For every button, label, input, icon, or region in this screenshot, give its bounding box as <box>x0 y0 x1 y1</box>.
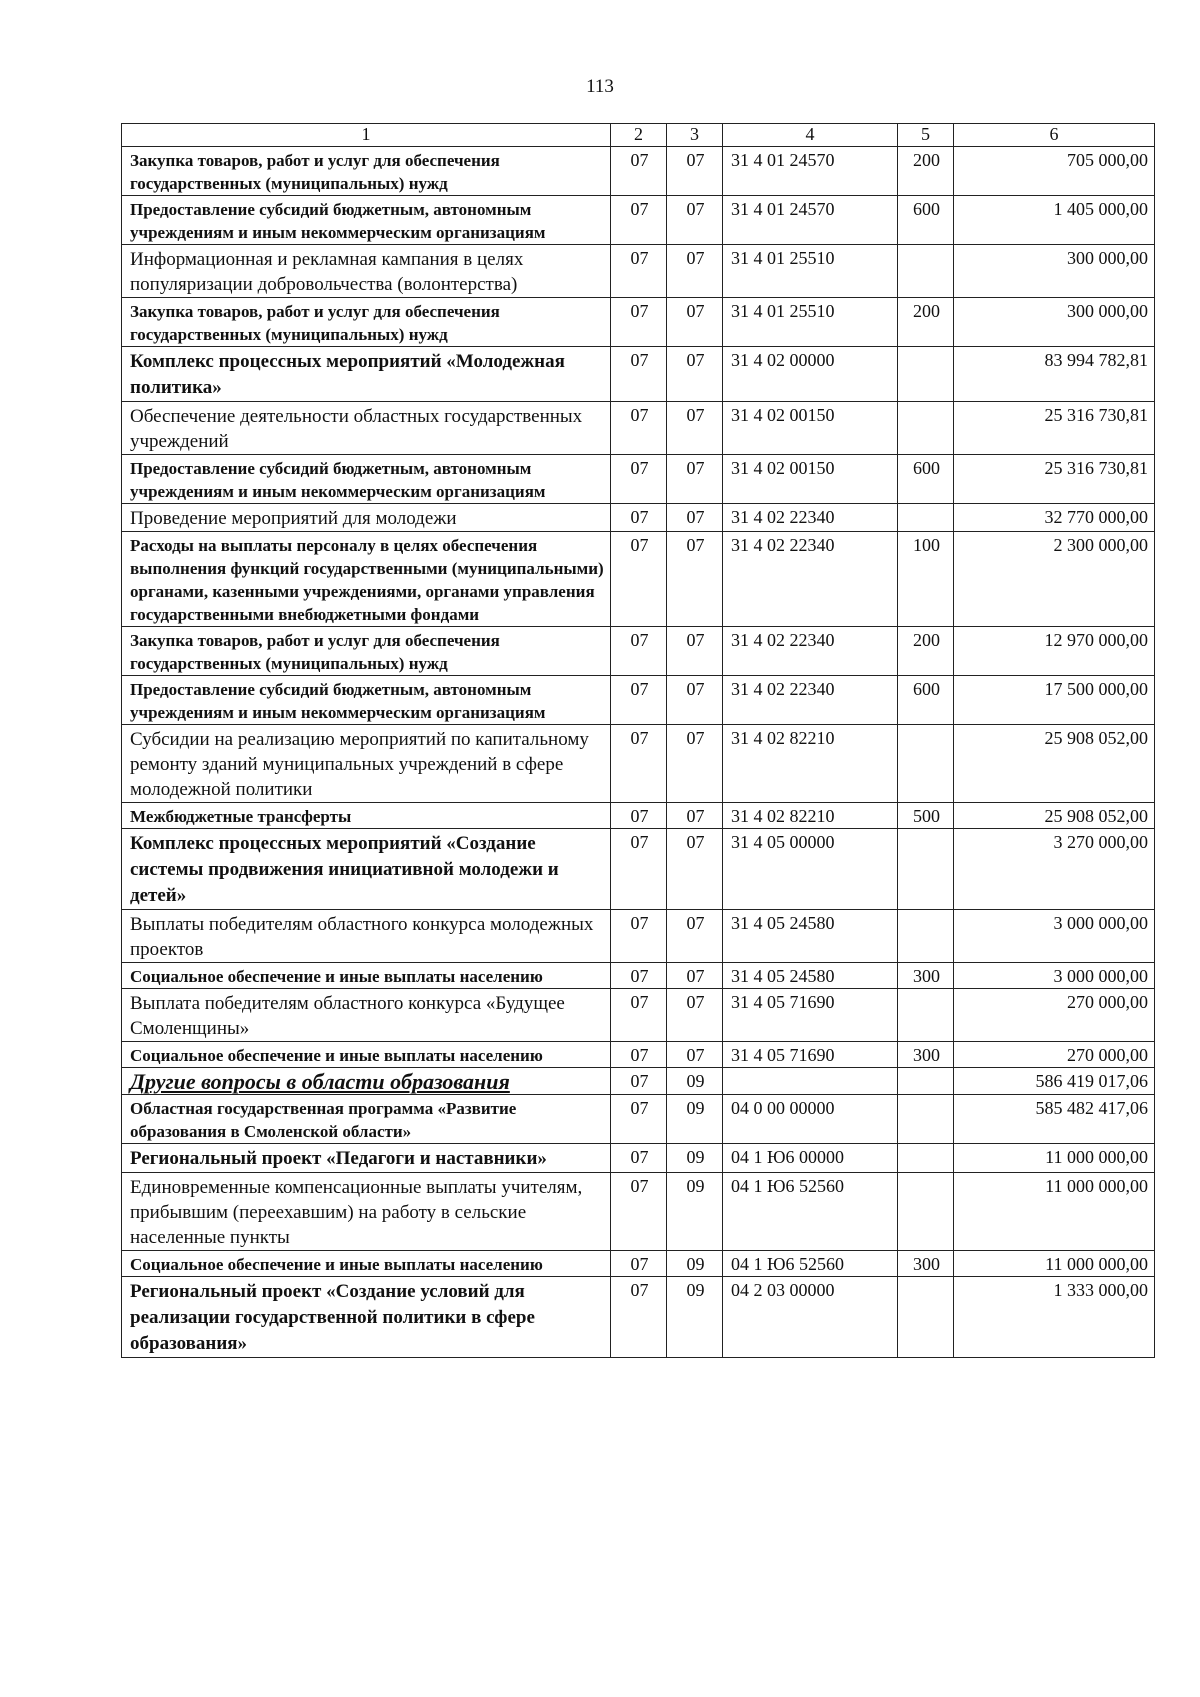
subsection-code-cell: 07 <box>667 1042 723 1068</box>
expense-type-code-cell <box>898 989 954 1042</box>
subsection-code-cell: 07 <box>667 829 723 910</box>
amount-cell: 3 000 000,00 <box>954 910 1155 963</box>
table-row <box>122 1251 1155 1277</box>
subsection-code-cell: 07 <box>667 147 723 196</box>
expense-name-cell: Социальное обеспечение и иные выплаты населению <box>122 1042 611 1068</box>
subsection-code-cell: 07 <box>667 725 723 803</box>
amount-cell: 1 405 000,00 <box>954 196 1155 245</box>
amount-cell: 585 482 417,06 <box>954 1095 1155 1144</box>
table-row <box>122 147 1155 196</box>
expense-name-cell: Закупка товаров, работ и услуг для обеспечения государственных (муниципальных) нужд <box>122 627 611 676</box>
expense-type-code-cell <box>898 1277 954 1358</box>
table-row <box>122 245 1155 298</box>
subsection-code-cell: 07 <box>667 803 723 829</box>
amount-cell: 586 419 017,06 <box>954 1068 1155 1095</box>
section-code-cell: 07 <box>611 196 667 245</box>
table-row <box>122 1068 1155 1095</box>
expense-name-cell: Предоставление субсидий бюджетным, автономным учреждениям и иным некоммерческим организациям <box>122 196 611 245</box>
target-article-code-cell: 04 1 Ю6 52560 <box>723 1173 898 1251</box>
expense-type-code-cell <box>898 402 954 455</box>
amount-cell: 11 000 000,00 <box>954 1144 1155 1173</box>
table-row <box>122 347 1155 402</box>
subsection-code-cell: 07 <box>667 347 723 402</box>
amount-cell: 83 994 782,81 <box>954 347 1155 402</box>
target-article-code-cell: 31 4 02 00000 <box>723 347 898 402</box>
target-article-code-cell: 04 1 Ю6 52560 <box>723 1251 898 1277</box>
table-row <box>122 1095 1155 1144</box>
amount-cell: 25 316 730,81 <box>954 455 1155 504</box>
target-article-code-cell: 04 0 00 00000 <box>723 1095 898 1144</box>
expense-name-cell: Региональный проект «Создание условий для реализации государственной политики в сфере образования» <box>122 1277 611 1358</box>
table-row <box>122 963 1155 989</box>
section-code-cell: 07 <box>611 989 667 1042</box>
table-row <box>122 910 1155 963</box>
table-row <box>122 725 1155 803</box>
section-code-cell: 07 <box>611 725 667 803</box>
table-body <box>122 147 1155 1358</box>
expense-name-cell: Субсидии на реализацию мероприятий по капитальному ремонту зданий муниципальных учреждений в сфере молодежной политики <box>122 725 611 803</box>
subsection-code-cell: 07 <box>667 989 723 1042</box>
target-article-code-cell: 31 4 02 82210 <box>723 803 898 829</box>
section-code-cell: 07 <box>611 347 667 402</box>
subsection-code-cell: 07 <box>667 196 723 245</box>
table-row <box>122 829 1155 910</box>
table-row <box>122 455 1155 504</box>
amount-cell: 3 270 000,00 <box>954 829 1155 910</box>
table-row <box>122 803 1155 829</box>
target-article-code-cell: 31 4 02 00150 <box>723 455 898 504</box>
expense-type-code-cell <box>898 1173 954 1251</box>
subsection-code-cell: 07 <box>667 245 723 298</box>
amount-cell: 300 000,00 <box>954 245 1155 298</box>
expense-type-code-cell: 200 <box>898 627 954 676</box>
expense-name-cell: Расходы на выплаты персоналу в целях обеспечения выполнения функций государственными (муниципальными) органами, казенными учреждениями, органами управления государственными внебюджетными фондами <box>122 532 611 627</box>
section-code-cell: 07 <box>611 803 667 829</box>
target-article-code-cell: 04 1 Ю6 00000 <box>723 1144 898 1173</box>
table-row <box>122 402 1155 455</box>
amount-cell: 300 000,00 <box>954 298 1155 347</box>
amount-cell: 270 000,00 <box>954 1042 1155 1068</box>
target-article-code-cell <box>723 1068 898 1095</box>
table-row <box>122 196 1155 245</box>
section-code-cell: 07 <box>611 829 667 910</box>
subsection-code-cell: 07 <box>667 910 723 963</box>
section-code-cell: 07 <box>611 1173 667 1251</box>
amount-cell: 2 300 000,00 <box>954 532 1155 627</box>
expense-type-code-cell: 600 <box>898 676 954 725</box>
expense-type-code-cell: 100 <box>898 532 954 627</box>
table-row <box>122 298 1155 347</box>
table-row <box>122 1173 1155 1251</box>
expense-type-code-cell <box>898 829 954 910</box>
table-row <box>122 989 1155 1042</box>
table-row <box>122 676 1155 725</box>
section-code-cell: 07 <box>611 627 667 676</box>
table-row <box>122 1144 1155 1173</box>
amount-cell: 270 000,00 <box>954 989 1155 1042</box>
target-article-code-cell: 31 4 01 24570 <box>723 196 898 245</box>
expense-type-code-cell: 600 <box>898 196 954 245</box>
amount-cell: 1 333 000,00 <box>954 1277 1155 1358</box>
expense-name-cell: Выплаты победителям областного конкурса молодежных проектов <box>122 910 611 963</box>
subsection-code-cell: 07 <box>667 504 723 532</box>
section-code-cell: 07 <box>611 532 667 627</box>
section-code-cell: 07 <box>611 1144 667 1173</box>
section-code-cell: 07 <box>611 455 667 504</box>
expense-name-cell: Проведение мероприятий для молодежи <box>122 504 611 532</box>
column-header: 4 <box>723 124 898 147</box>
expense-name-cell: Комплекс процессных мероприятий «Молодежная политика» <box>122 347 611 402</box>
amount-cell: 705 000,00 <box>954 147 1155 196</box>
section-code-cell: 07 <box>611 1251 667 1277</box>
section-code-cell: 07 <box>611 1068 667 1095</box>
table-row <box>122 1277 1155 1358</box>
subsection-code-cell: 09 <box>667 1277 723 1358</box>
subsection-code-cell: 09 <box>667 1068 723 1095</box>
column-number-row <box>122 124 1155 147</box>
target-article-code-cell: 31 4 05 24580 <box>723 963 898 989</box>
amount-cell: 25 316 730,81 <box>954 402 1155 455</box>
expense-name-cell: Обеспечение деятельности областных государственных учреждений <box>122 402 611 455</box>
expense-type-code-cell: 300 <box>898 1042 954 1068</box>
target-article-code-cell: 31 4 02 22340 <box>723 676 898 725</box>
subsection-code-cell: 09 <box>667 1251 723 1277</box>
expense-name-cell: Межбюджетные трансферты <box>122 803 611 829</box>
target-article-code-cell: 31 4 02 22340 <box>723 627 898 676</box>
expense-type-code-cell <box>898 504 954 532</box>
column-header: 1 <box>122 124 611 147</box>
expense-type-code-cell <box>898 1144 954 1173</box>
target-article-code-cell: 31 4 02 22340 <box>723 504 898 532</box>
amount-cell: 25 908 052,00 <box>954 803 1155 829</box>
target-article-code-cell: 31 4 01 24570 <box>723 147 898 196</box>
section-code-cell: 07 <box>611 963 667 989</box>
section-code-cell: 07 <box>611 504 667 532</box>
section-code-cell: 07 <box>611 245 667 298</box>
expense-name-cell: Информационная и рекламная кампания в целях популяризации добровольчества (волонтерства) <box>122 245 611 298</box>
column-header: 5 <box>898 124 954 147</box>
target-article-code-cell: 04 2 03 00000 <box>723 1277 898 1358</box>
expense-type-code-cell: 600 <box>898 455 954 504</box>
subsection-code-cell: 07 <box>667 627 723 676</box>
expense-name-cell: Социальное обеспечение и иные выплаты населению <box>122 1251 611 1277</box>
expense-name-cell: Выплата победителям областного конкурса «Будущее Смоленщины» <box>122 989 611 1042</box>
amount-cell: 32 770 000,00 <box>954 504 1155 532</box>
subsection-code-cell: 07 <box>667 676 723 725</box>
table-row <box>122 1042 1155 1068</box>
column-header: 6 <box>954 124 1155 147</box>
expense-name-cell: Другие вопросы в области образования <box>122 1068 611 1095</box>
expense-type-code-cell: 300 <box>898 963 954 989</box>
expense-type-code-cell <box>898 910 954 963</box>
expense-name-cell: Единовременные компенсационные выплаты учителям, прибывшим (переехавшим) на работу в сельские населенные пункты <box>122 1173 611 1251</box>
amount-cell: 11 000 000,00 <box>954 1251 1155 1277</box>
amount-cell: 17 500 000,00 <box>954 676 1155 725</box>
expense-type-code-cell: 500 <box>898 803 954 829</box>
expense-name-cell: Социальное обеспечение и иные выплаты населению <box>122 963 611 989</box>
target-article-code-cell: 31 4 05 71690 <box>723 989 898 1042</box>
page-number: 113 <box>586 76 614 97</box>
target-article-code-cell: 31 4 02 22340 <box>723 532 898 627</box>
target-article-code-cell: 31 4 01 25510 <box>723 298 898 347</box>
section-code-cell: 07 <box>611 910 667 963</box>
target-article-code-cell: 31 4 05 24580 <box>723 910 898 963</box>
target-article-code-cell: 31 4 01 25510 <box>723 245 898 298</box>
subsection-code-cell: 07 <box>667 402 723 455</box>
table-row <box>122 504 1155 532</box>
target-article-code-cell: 31 4 02 82210 <box>723 725 898 803</box>
amount-cell: 25 908 052,00 <box>954 725 1155 803</box>
subsection-code-cell: 09 <box>667 1144 723 1173</box>
section-code-cell: 07 <box>611 298 667 347</box>
expense-type-code-cell <box>898 1068 954 1095</box>
section-code-cell: 07 <box>611 1277 667 1358</box>
expense-type-code-cell: 200 <box>898 298 954 347</box>
section-code-cell: 07 <box>611 147 667 196</box>
table-row <box>122 532 1155 627</box>
subsection-code-cell: 09 <box>667 1095 723 1144</box>
section-code-cell: 07 <box>611 1095 667 1144</box>
expense-name-cell: Комплекс процессных мероприятий «Создание системы продвижения инициативной молодежи и детей» <box>122 829 611 910</box>
subsection-code-cell: 07 <box>667 532 723 627</box>
expense-type-code-cell <box>898 725 954 803</box>
amount-cell: 11 000 000,00 <box>954 1173 1155 1251</box>
section-code-cell: 07 <box>611 402 667 455</box>
expense-name-cell: Предоставление субсидий бюджетным, автономным учреждениям и иным некоммерческим организациям <box>122 455 611 504</box>
budget-table <box>121 123 1155 1358</box>
subsection-code-cell: 07 <box>667 963 723 989</box>
target-article-code-cell: 31 4 05 00000 <box>723 829 898 910</box>
column-header: 3 <box>667 124 723 147</box>
table-row <box>122 627 1155 676</box>
expense-type-code-cell <box>898 245 954 298</box>
subsection-code-cell: 09 <box>667 1173 723 1251</box>
target-article-code-cell: 31 4 02 00150 <box>723 402 898 455</box>
expense-name-cell: Региональный проект «Педагоги и наставники» <box>122 1144 611 1173</box>
section-code-cell: 07 <box>611 1042 667 1068</box>
expense-name-cell: Закупка товаров, работ и услуг для обеспечения государственных (муниципальных) нужд <box>122 298 611 347</box>
expense-type-code-cell: 300 <box>898 1251 954 1277</box>
expense-type-code-cell <box>898 347 954 402</box>
expense-type-code-cell <box>898 1095 954 1144</box>
amount-cell: 3 000 000,00 <box>954 963 1155 989</box>
target-article-code-cell: 31 4 05 71690 <box>723 1042 898 1068</box>
expense-name-cell: Предоставление субсидий бюджетным, автономным учреждениям и иным некоммерческим организациям <box>122 676 611 725</box>
subsection-code-cell: 07 <box>667 298 723 347</box>
subsection-code-cell: 07 <box>667 455 723 504</box>
column-header: 2 <box>611 124 667 147</box>
expense-type-code-cell: 200 <box>898 147 954 196</box>
amount-cell: 12 970 000,00 <box>954 627 1155 676</box>
expense-name-cell: Закупка товаров, работ и услуг для обеспечения государственных (муниципальных) нужд <box>122 147 611 196</box>
expense-name-cell: Областная государственная программа «Развитие образования в Смоленской области» <box>122 1095 611 1144</box>
section-code-cell: 07 <box>611 676 667 725</box>
